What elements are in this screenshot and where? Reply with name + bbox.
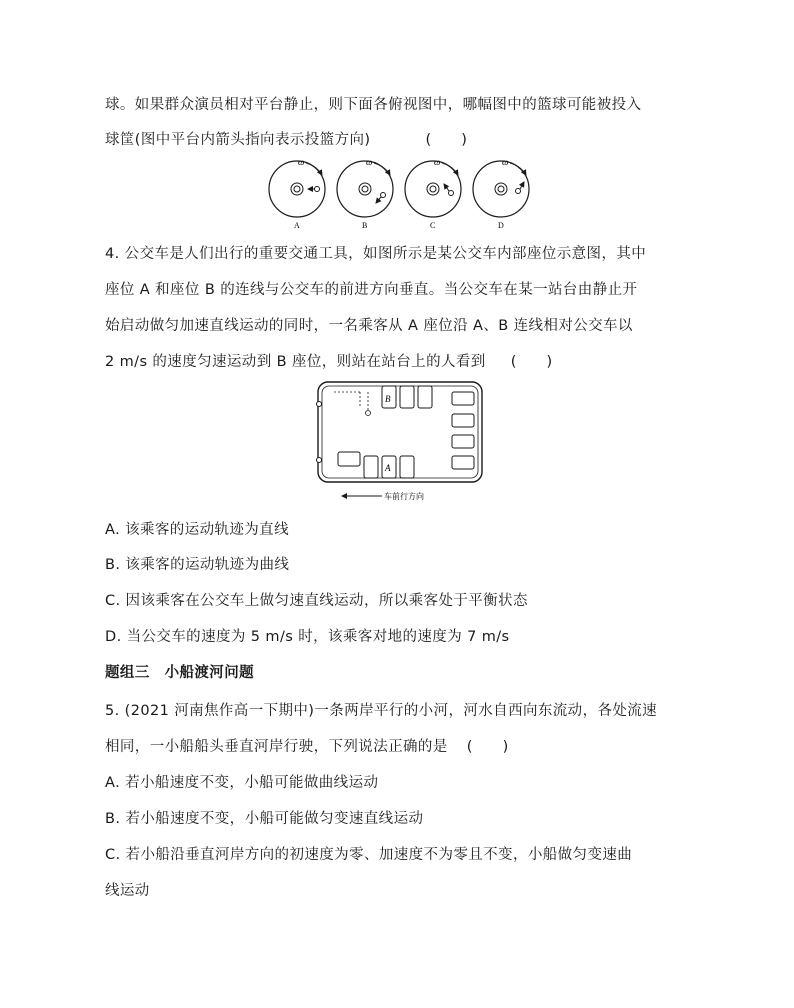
platform-b-label: B	[362, 221, 368, 230]
q4-line3: 始启动做匀加速直线运动的同时，一名乘客从 A 座位沿 A、B 连线相对公交车以	[105, 318, 633, 334]
platform-c-figure	[405, 157, 461, 230]
bus-seat-diagram	[312, 378, 490, 504]
omega-b: ω	[366, 157, 373, 167]
q3-text-line2	[105, 128, 467, 149]
q5-option-c: C. 若小船沿垂直河岸方向的初速度为零、加速度不为零且不变，小船做匀变速曲	[105, 847, 633, 863]
platform-a-figure	[269, 157, 325, 230]
q5-option-b: B. 若小船速度不变，小船可能做匀变速直线运动	[105, 811, 424, 827]
omega-a: ω	[298, 157, 305, 167]
omega-d: ω	[502, 157, 509, 167]
q4-option-a: A. 该乘客的运动轨迹为直线	[105, 522, 289, 538]
q3-answer-paren: ( )	[425, 132, 468, 148]
q4-option-b: B. 该乘客的运动轨迹为曲线	[105, 557, 290, 573]
q5-answer-paren: ( )	[466, 739, 509, 755]
platform-a-label: A	[294, 221, 300, 230]
q4-line4	[105, 350, 553, 371]
seat-a-label: A	[385, 463, 391, 473]
q4-option-c: C. 因该乘客在公交车上做匀速直线运动，所以乘客处于平衡状态	[105, 593, 528, 609]
seat-b-label: B	[385, 394, 391, 404]
platform-b-figure	[337, 157, 393, 230]
q3-platform-diagrams	[262, 155, 537, 233]
platform-d-figure	[473, 157, 529, 230]
q5-option-a: A. 若小船速度不变，小船可能做曲线运动	[105, 775, 379, 791]
platform-d-label: D	[498, 221, 504, 230]
q5-line1: 5. (2021 河南焦作高一下期中)一条两岸平行的小河，河水自西向东流动，各处流速	[105, 703, 658, 719]
q4-option-d: D. 当公交车的速度为 5 m/s 时，该乘客对地的速度为 7 m/s	[105, 629, 510, 645]
q4-line2: 座位 A 和座位 B 的连线与公交车的前进方向垂直。当公交车在某一站台由静止开	[105, 282, 638, 298]
q5-line2	[105, 735, 509, 756]
q3-text-line2-body: 球筐(图中平台内箭头指向表示投篮方向)	[105, 132, 371, 148]
q5-option-c-cont: 线运动	[105, 883, 150, 899]
group3-title: 题组三 小船渡河问题	[105, 665, 254, 681]
q4-answer-paren: ( )	[510, 354, 553, 370]
platform-c-label: C	[430, 221, 436, 230]
q5-line2-body: 相同，一小船船头垂直河岸行驶，下列说法正确的是	[105, 739, 448, 755]
q4-line4-body: 2 m/s 的速度匀速运动到 B 座位，则站在站台上的人看到	[105, 354, 486, 370]
direction-label: 车前行方向	[384, 492, 424, 501]
omega-c: ω	[434, 157, 441, 167]
q4-line1: 4. 公交车是人们出行的重要交通工具，如图所示是某公交车内部座位示意图，其中	[105, 246, 647, 262]
q3-text-line1: 球。如果群众演员相对平台静止，则下面各俯视图中，哪幅图中的篮球可能被投入	[105, 97, 642, 113]
